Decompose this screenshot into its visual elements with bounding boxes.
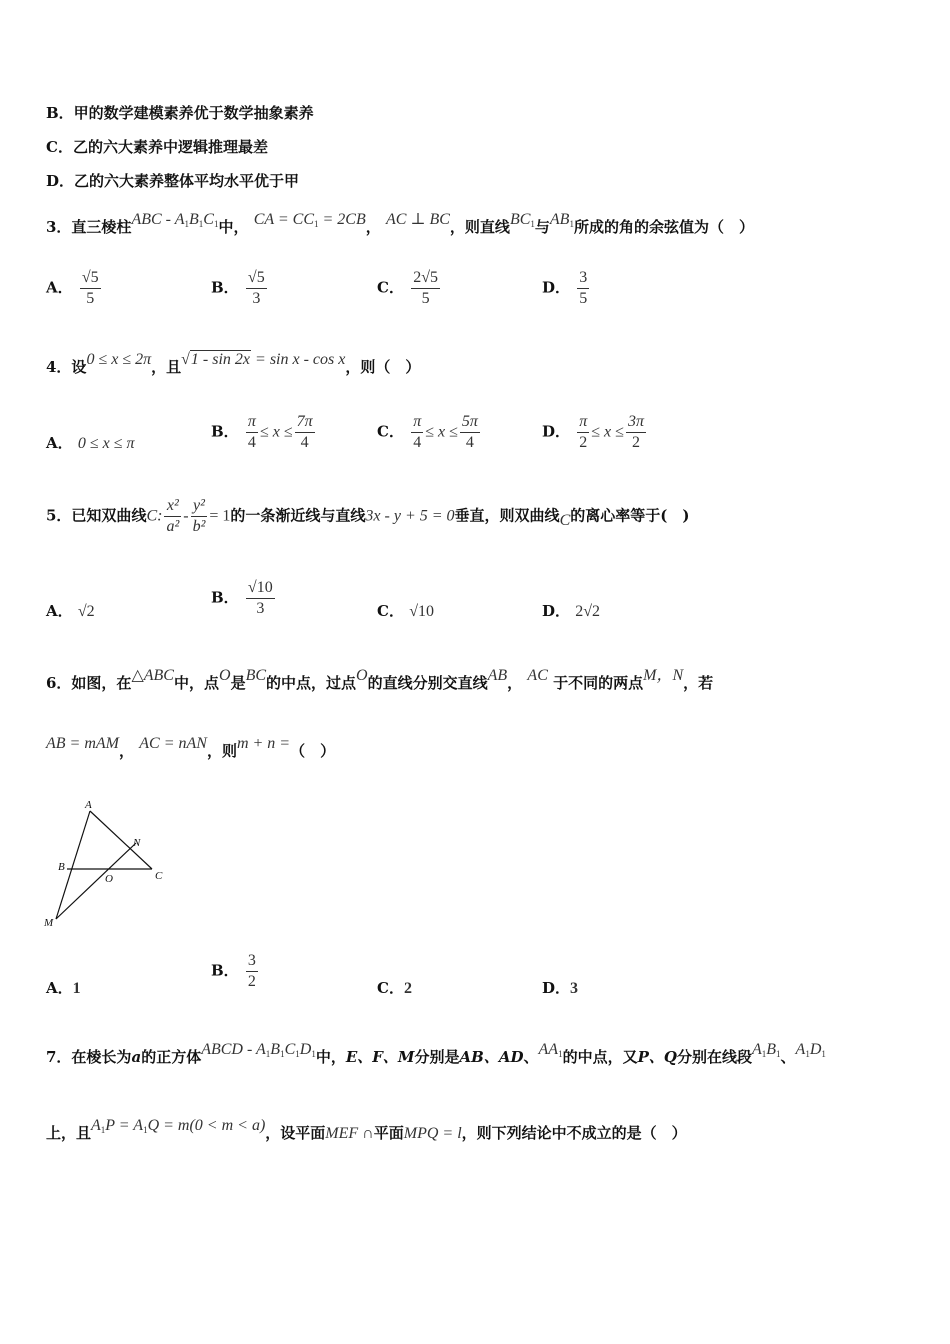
question-7-line2: 上，且$A_1P = A_1Q = m(0 < m < a)$，设平面MEF ∩平面MPQ = l，则下列结论中不成立的是（ ） xyxy=(46,1117,687,1142)
option-c-prev: C．乙的六大素养中逻辑推理最差 xyxy=(46,138,268,156)
question-4: 4．设0 ≤ x ≤ 2π，且√1 - sin 2x = sin x - cos x，则（ ） xyxy=(46,351,421,376)
segment-ac xyxy=(90,811,152,869)
q6-option-b[interactable]: B． $\frac{3}{2}$ xyxy=(211,952,256,990)
label-a: A xyxy=(85,799,92,811)
q5-option-b[interactable]: B． $\frac{√10}{3}$ xyxy=(211,579,273,617)
question-7: 7．在棱长为a的正方体ABCD - $A_1B_1C_1D_1$中，E、F、M分别是AB、AD、$AA_1$的中点，又P、Q分别在线段$A_1B_1$、$A_1D_1$ xyxy=(46,1041,826,1066)
label-n: N xyxy=(133,837,141,849)
q5-option-a[interactable]: A． √2 xyxy=(46,602,95,620)
line-equation: 3x - y + 5 = 0 xyxy=(365,507,455,525)
q6-option-c[interactable]: C．2 xyxy=(377,979,412,997)
perp-condition: AC ⊥ BC xyxy=(385,211,450,228)
sqrt-expression: √1 - sin 2x = sin x - cos x xyxy=(181,351,346,368)
q4-option-d[interactable]: D． $\frac{\pi}{2}$ ≤ x ≤ $\frac{3\pi}{2}$ xyxy=(542,413,644,451)
label-b: B xyxy=(58,861,65,873)
label-o: O xyxy=(105,873,113,885)
line-ab1: $AB_1$ xyxy=(549,211,574,229)
label-m: M xyxy=(44,917,54,929)
length-condition: CA = $CC_1 = 2CB$ xyxy=(253,211,366,229)
q4-option-b[interactable]: B． $\frac{\pi}{4}$ ≤ x ≤ $\frac{7\pi}{4}$ xyxy=(211,413,313,451)
q5-option-c[interactable]: C． √10 xyxy=(377,602,434,620)
q4-option-a[interactable]: A． 0 ≤ x ≤ π xyxy=(46,434,135,452)
cube-name: ABCD - $A_1B_1C_1D_1$ xyxy=(201,1041,316,1059)
q3-option-d[interactable]: D． $\frac{3}{5}$ xyxy=(542,269,588,307)
option-b-prev: B．甲的数学建模素养优于数学抽象素养 xyxy=(46,104,314,122)
question-5: 5．已知双曲线C: $\frac{\text{x²}}{\text{a²}}$ - $\frac{\text{y²}}{\text{b²}}$ = 1的一条渐近线与直线3x - y + 5 = 0垂直，则双曲线C的离心率等于( ) xyxy=(46,497,690,535)
question-6-line2: AB = mAM， AC = nAN，则m + n =（ ） xyxy=(46,735,336,760)
option-d-prev: D．乙的六大素养整体平均水平优于甲 xyxy=(46,172,300,190)
triangle-figure xyxy=(40,795,175,935)
q3-option-b[interactable]: B． $\frac{√5}{3}$ xyxy=(211,269,265,307)
q6-option-d[interactable]: D．3 xyxy=(542,979,579,997)
q5-option-d[interactable]: D． 2√2 xyxy=(542,602,601,620)
x-range: 0 ≤ x ≤ 2π xyxy=(86,351,152,368)
prism-name: ABC - $A_1B_1C_1$ xyxy=(131,211,219,229)
q6-option-a[interactable]: A．1 xyxy=(46,979,81,997)
q4-option-c[interactable]: C． $\frac{\pi}{4}$ ≤ x ≤ $\frac{5\pi}{4}$ xyxy=(377,413,478,451)
q3-option-a[interactable]: A． $\frac{√5}{5}$ xyxy=(46,269,99,307)
line-bc1: $BC_1$ xyxy=(509,211,535,229)
label-c: C xyxy=(155,870,163,882)
question-3: 3．直三棱柱ABC - $A_1B_1C_1$中， CA = $CC_1 = 2CB$， AC ⊥ BC，则直线$BC_1$与$AB_1$所成的角的余弦值为（ ） xyxy=(46,211,754,236)
question-6: 6．如图，在△ABC中，点O是BC的中点，过点O的直线分别交直线AB， AC 于不同的两点M，N，若 xyxy=(46,667,714,692)
q3-option-c[interactable]: C． $\frac{2√5}{5}$ xyxy=(377,269,438,307)
